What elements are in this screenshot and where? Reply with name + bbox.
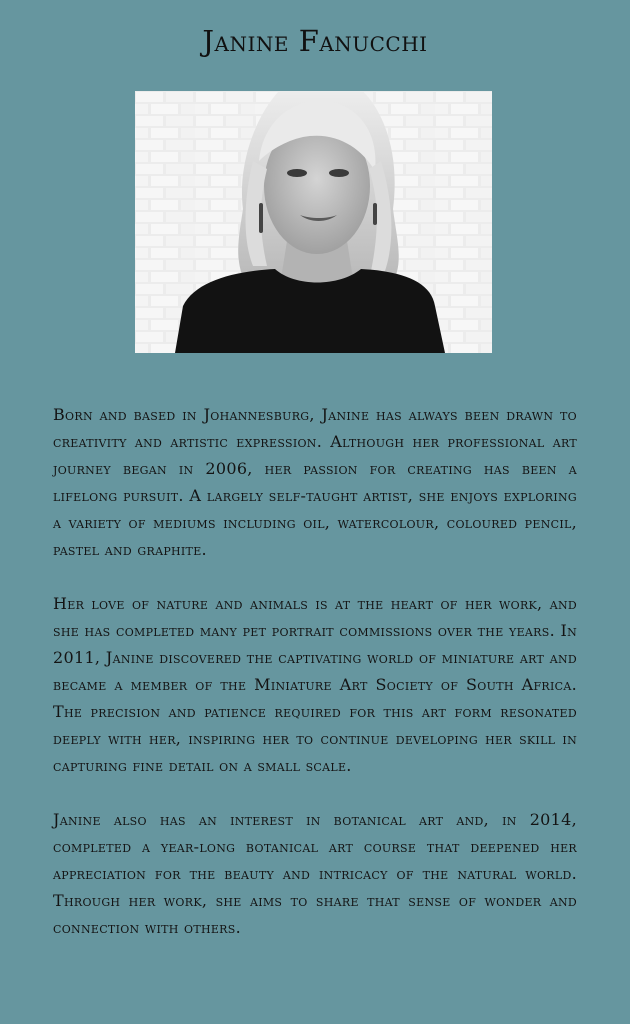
artist-biography [53,401,577,968]
bio-paragraph: Her love of nature and animals is at the heart of her work, and she has completed many pet portrait commissions over the years. In 2011, Janine discovered the captivating world of miniature art and became a member of the Miniature Art Society of South Africa. The precision and patience required for this art form resonated deeply with her, inspiring her to continue developing her skill in capturing fine detail on a small scale. [53,594,577,775]
bio-paragraph: Janine also has an interest in botanical art and, in 2014, completed a year-long botanical art course that deepened her appreciation for the beauty and intricacy of the natural world. Through her work, she aims to share that sense of wonder and connection with others. [53,810,577,937]
artist-name-heading: Janine Fanucchi [202,24,428,58]
artist-portrait-photo [135,91,492,353]
bio-paragraph: Born and based in Johannesburg, Janine has always been drawn to creativity and artistic expression. Although her professional art journey began in 2006, her passion for creating has been a lifelong pursuit. A largely self-taught artist, she enjoys exploring a variety of mediums including oil, watercolour, coloured pencil, pastel and graphite. [53,405,577,559]
